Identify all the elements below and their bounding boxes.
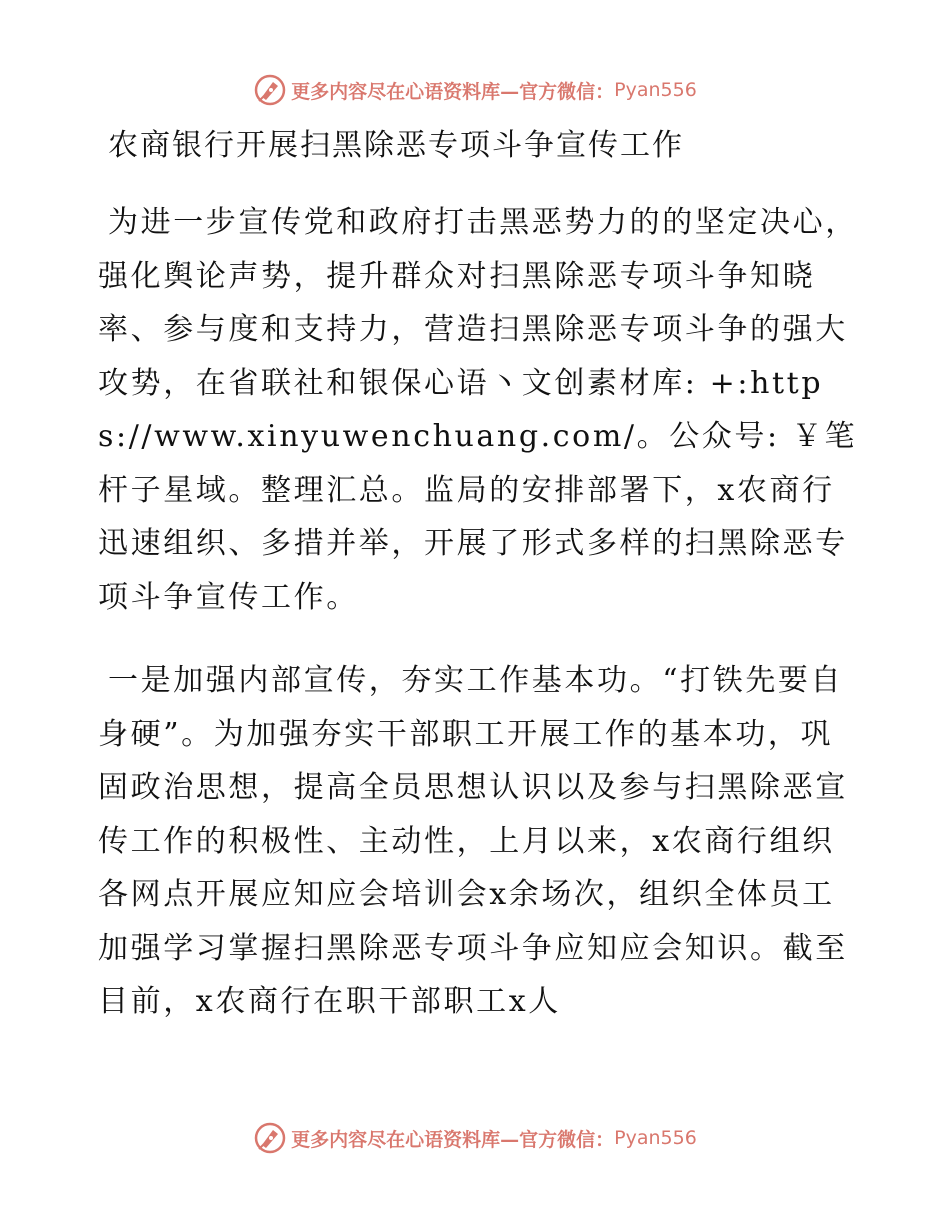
footer-watermark (0, 1118, 950, 1158)
document-title: 农商银行开展扫黑除恶专项斗争宣传工作 (108, 128, 684, 163)
watermark-text: 更多内容尽在心语资料库—官方微信： (291, 1128, 615, 1151)
paragraph-intro: 为进一步宣传党和政府打击黑恶势力的的坚定决心，强化舆论声势，提升群众对扫黑除恶专项斗争知晓率、参与度和支持力，营造扫黑除恶专项斗争的强大攻势，在省联社和银保心语丶文创素材库: +:https://www.xinyuwenchuang.com/。公众号: ￥笔杆子星域。整理汇总。监局的安排部署下，x农商行迅速组织、多措并举，开展了形式多样的扫黑除恶专项斗争宣传工作。 (98, 205, 858, 615)
document-body (98, 196, 858, 1029)
watermark-contact: Pyan556 (614, 79, 697, 101)
paragraph-internal-publicity: 一是加强内部宣传，夯实工作基本功。“打铁先要自身硬”。为加强夯实干部职工开展工作的基本功，巩固政治思想，提高全员思想认识以及参与扫黑除恶宣传工作的积极性、主动性，上月以来，x农商行组织各网点开展应知应会培训会x余场次，组织全体员工加强学习掌握扫黑除恶专项斗争应知应会知识。截至目前，x农商行在职干部职工x人 (98, 663, 848, 1019)
watermark-text: 更多内容尽在心语资料库—官方微信： (291, 80, 615, 103)
header-watermark (0, 70, 950, 110)
pen-nib-logo-icon (253, 73, 287, 107)
watermark-contact: Pyan556 (614, 1127, 697, 1149)
pen-nib-logo-icon (253, 1121, 287, 1155)
